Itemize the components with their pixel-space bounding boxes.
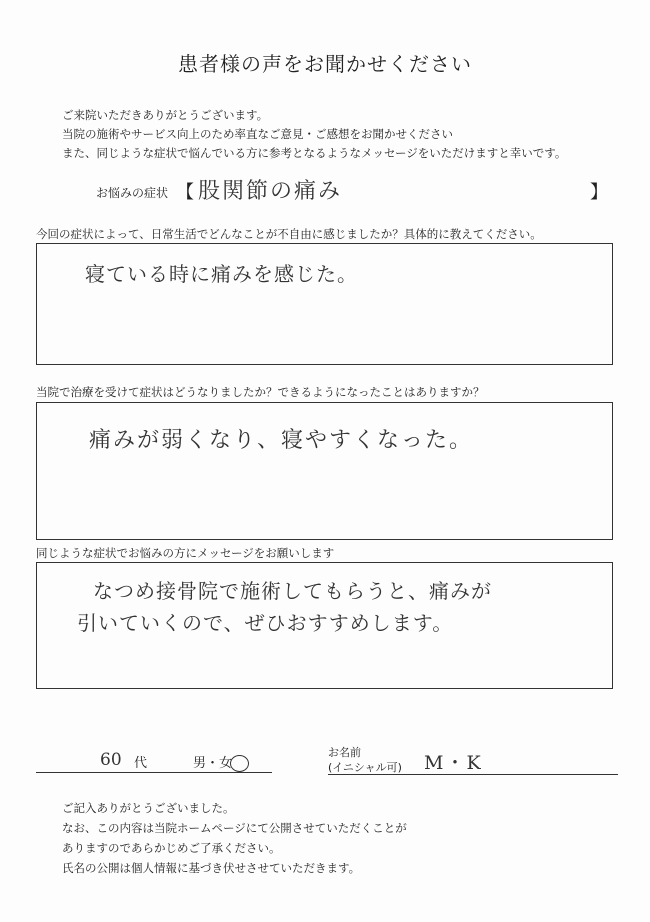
age-suffix: 代 [134,756,148,771]
answer-box-2 [36,402,613,540]
name-underline [328,774,618,775]
name-value: M・K [424,752,483,774]
closing-line: ご記入ありがとうございました。 [62,801,235,815]
question-2-label: 当院で治療を受けて症状はどうなりましたか？できるようになったことはありますか？ [36,385,485,399]
intro-line: 当院の施術やサービス向上のため率直なご意見・ご感想をお聞かせください [62,127,453,141]
intro-line: また、同じような症状で悩んでいる方に参考となるようなメッセージをいただけますと幸いです。 [62,146,567,160]
closing-line: ありますのであらかじめご了承ください。 [62,841,281,855]
gender-male: 男 [193,756,207,771]
gender-circle-mark [230,755,249,772]
closing-line: なお、この内容は当院ホームページにて公開させていただくことが [62,821,407,835]
gender-female: 女 [219,756,233,771]
age-value: 60 [100,750,122,770]
question-3-label: 同じような症状でお悩みの方にメッセージをお願いします [36,546,335,560]
bracket-close: 】 [590,182,608,203]
form-title: 患者様の声をお聞かせください [178,52,472,76]
gender-separator: ・ [206,756,220,771]
intro-text [62,106,566,163]
intro-line: ご来院いただきありがとうございます。 [62,108,269,122]
answer-3-line-2: 引いていくので、ぜひおすすめします。 [77,611,454,635]
answer-box-1 [36,243,613,365]
closing-text [62,798,407,878]
answer-2-line-1: 痛みが弱くなり、寝やすくなった。 [89,428,474,453]
worry-value: 股関節の痛み [198,179,343,204]
answer-3-line-1: なつめ接骨院で施術してもらうと、痛みが [93,579,492,603]
worry-label: お悩みの症状 [96,186,169,200]
answer-1-line-1: 寝ている時に痛みを感じた。 [85,262,358,286]
name-label-1: お名前 [328,746,361,759]
bracket-open: 【 [176,182,194,203]
question-1-label: 今回の症状によって、日常生活でどんなことが不自由に感じましたか？具体的に教えてください。 [36,227,542,241]
answer-box-3 [36,562,613,689]
gender-options [193,752,249,772]
age-gender-underline [36,772,272,773]
name-label-2: (イニシャル可) [328,761,402,774]
closing-line: 氏名の公開は個人情報に基づき伏せさせていただきます。 [62,861,361,875]
